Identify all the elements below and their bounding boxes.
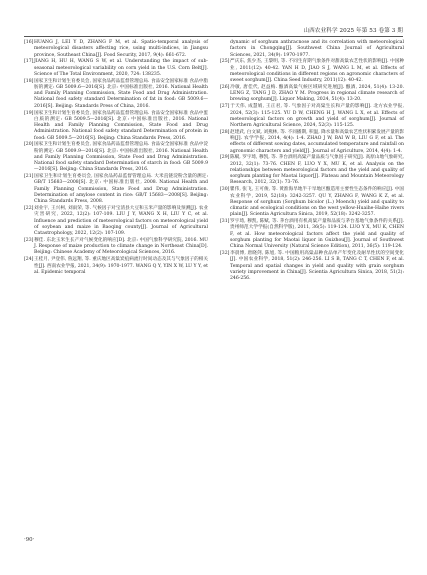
reference-text: 李晨博, 唐晓剑, 陈旭, 等. 中国粮用高粱品种食品单产年变化及耐旱性状的空间变化[J]. 中国农业科学, 2018, 51(2): 246-256. LI S B, TANG C T, CHEN F, et al. Temporal and spatial changes in yield and quality with grain sorghum variety improvement in China[J]. Scientia Agricultura Sinica, 2018, 51(2): 246-256. [230, 251, 404, 281]
reference-item [220, 251, 404, 282]
reference-number: [16] [24, 40, 34, 45]
reference-text: 国家卫生和计划生育委员会, 国家食品药品监督管理总局. 食品安全国家标准 食品中脂肪的测定: GB 5009.6—2016[S]. 北京: 中国标准出版社, 2016. National Health and Family Planning Commission, State Food and Drug Administration. National food safety standard Determination of fat in food: GB 5009.6—2016[S]. Beijing: Standards Press of China, 2016. [34, 78, 208, 109]
reference-item [24, 174, 208, 205]
reference-item [220, 85, 404, 104]
reference-item [220, 40, 404, 59]
journal-header-text: 山西农业科学 2025 年第 53 卷第 3 期 [303, 28, 403, 34]
reference-item [24, 59, 208, 78]
references-right-column [220, 40, 404, 283]
reference-item [220, 187, 404, 218]
reference-text: 国家卫生和计划生育委员会, 国家食品药品监督管理总局. 食品安全国家标准 食品中淀粉的测定: GB 5009.9—2016[S]. 北京: 中国标准出版社, 2016. National Health and Family Planning Commission, State Food and Drug Administration. National food safety standard Determination of starch in food: GB 5009.9—2016[S]. Beijing: China Standards Press, 2016. [34, 142, 208, 173]
reference-item [24, 111, 208, 142]
reference-number: [26] [220, 84, 230, 90]
reference-text: dynamic of sorghum anthracnose and its correlation with meteorological factors in Chongqing[J]. Southwest China Journal of Agricultural Sciences, 2021, 34(9): 1970-1977. [230, 40, 404, 58]
reference-text: 赵建武, 白文斌, 刘燕林, 等. 不同播期, 积温, 降水量和高粱农艺性状积累发展产量的影响[J]. 农学学报, 2014, 4(4): 1-4. ZHAO J W, BAI W B, LIU G F, et al. The effects of different sowing dates, accumulated temperature and rainfall on agronomic characters and yield[J]. Journal of Agriculture, 2014, 4(4): 1-4. [230, 129, 404, 154]
reference-number: [31] [220, 219, 230, 225]
journal-header [24, 26, 403, 37]
reference-text: 刘业宇, 王兴柯, 刘雨荣, 等. 气候因子对宝清县大豆和玉米产量的影响及预测[J]. 农业灾害研究, 2022, 12(2): 107-109. LIU J Y, WANG X H, LIU Y C, et al. Influence and prediction of meteorological factors on meteorological yield of soybean and maize in Baoqing county[J]. Journal of Agricultural Catastrophology, 2022, 12(2): 107-109. [34, 206, 208, 237]
reference-item [220, 219, 404, 250]
reference-text: HUANG J, LEI Y D, ZHANG F M, et al. Spatio-temporal analysis of meteorological disasters affecting rice, using multi-indices, in Jiangsu province, Southeast China[J]. Food Security, 2017, 9(4): 661-672. [34, 40, 208, 58]
reference-text: 严庆东, 焦少杰, 王黎明, 等. 不同生育期气象条件对甜高粱农艺性状的影响[J]. 中国种业, 2011(12): 40-42. YAN H D, JIAO S J, WANG L M, et al. Effects of meteorological conditions in different regions on agronomic characters of sweet sorghum[J]. China Seed Industry, 2011(12): 40-42. [230, 59, 404, 84]
reference-text: JIANG H, HU H, WANG S W, et al. Understanding the impact of sub-seasonal meteorological variability on corn yield in the U.S. Corn Belt[J]. Science of The Total Environment, 2020, 724: 138235. [34, 59, 208, 77]
reference-number: [30] [220, 187, 230, 193]
reference-text: 罗宇琦, 穆凯, 陈赋, 等. 茅台酒用有机高粱产量和品质与茅台基地气象条件的关系[J]. 贵州师范大学学报(自然科学版), 2011, 36(5): 119-124. LUO Y X, MU K, CHEN F, et al. How meteorological factors affect the yield and quality of sorghum planting for Maotai liquor in Guizhou[J]. Journal of Southwest China Normal University (Natural Science Edition), 2011, 36(5): 119-124. [230, 219, 404, 250]
reference-number: [17] [24, 59, 34, 65]
reference-number: [21] [24, 174, 34, 180]
reference-item [24, 142, 208, 173]
reference-number: [27] [220, 104, 230, 110]
reference-number: [28] [220, 129, 230, 135]
reference-text: 冷敏, 唐佳代, 赵益梅. 酿酒高粱气候区域研究进展[J]. 酿酒, 2024, 51(4): 13-20. LENG Z, TANG J D, ZHAO Y M. Progress in regional climate research of brewing sorghum[J]. Liquor Making, 2024, 51(4): 13-20. [230, 84, 404, 103]
reference-item [220, 59, 404, 84]
reference-number: [29] [220, 155, 230, 161]
reference-item [24, 79, 208, 110]
reference-item [24, 206, 208, 237]
reference-number: [32] [220, 251, 230, 256]
reference-number: [19] [24, 110, 34, 116]
reference-text: 于天伟, 成慧娟, 王正君, 等. 气象因子对高粱生长和产量的影响[J]. 北方农业学报, 2024, 52(3): 115-125. YU D W, CHENG H J, WANG L X, et al. Effects of meteorological factors on growth and yield of sorghum[J]. Journal of Northern Agricultural Science, 2024, 52(3): 115-125. [230, 104, 404, 129]
reference-item [220, 155, 404, 186]
reference-text: 陈赋, 罗宇琦, 穆凯, 等. 茅台酒用高粱产量品质与气象因子研究[J]. 高原山地气象研究, 2012, 32(1): 73-76. CHEN F, LUO Y X, MU K, et al. Analysis on the relationships between meteorological factors and the yield and quality of sorghum planting for Maotai liquor[J]. Plateau and Mountain Meteorology Research, 2012, 32(1): 73-76. [230, 155, 404, 186]
reference-text: 瞿伟, 张飞, 王可俊, 等. 黄淮海旱地半干旱地区酿造用主要性生态条件的响应[J]. 中国农业科学, 2019, 52(18): 3242-3257. QU Y, ZHANG F, WANG K Z, et al. Response of sorghum (Sorghum bicolor (L.) Moench) yield and quality to climatic and ecological conditions on the west yellow-Huaihe-Haihe rivers plain[J]. Scientia Agricultura Sinica, 2019, 52(18): 3242-3257. [230, 187, 404, 218]
reference-item [220, 130, 404, 155]
reference-item [24, 257, 208, 276]
reference-number: [20] [24, 142, 34, 148]
reference-text: 王桂月, 尹登伟, 鲁远翔, 等. 重庆地区高粱炭疽病流行时间动态及其与气象因子的相关性[J]. 西南农业学报, 2021, 34(9): 1970-1977. WANG Q Y, YIN X W, LU Y Y, et al. Epidemic temporal [34, 257, 208, 275]
reference-number: [24] [24, 257, 34, 263]
reference-number: [18] [24, 78, 34, 84]
reference-text: 国家卫生和计划生育委员会, 国家食品药品监督管理总局. 大米直链淀粉含量的测定: GB/T 15683—2008[S]. 北京: 中国标准出版社, 2008. National Health and Family Planning Commission, State Food and Drug Administration. Determination of amylose content in rice: GB/T 15683—2008[S]. Beijing: China Standards Press, 2008. [34, 174, 208, 205]
reference-number: [22] [24, 206, 34, 212]
reference-text: 穆佳. 东北玉米生长产对气候变化的响应[D]. 北京: 中国气象科学研究院, 2016. MU J. Response of maize production to climate change in Northeast China[D]. Beijing: Chinese Academy of Meteorological Sciences, 2016. [34, 237, 208, 256]
reference-text: 国家卫生和计划生育委员会, 国家食品药品监督管理总局. 食品安全国家标准 食品中蛋白质的测定: GB 5009.5—2016[S]. 北京: 中国标准出版社, 2016. National Health and Family Planning Commission, State Food and Drug Administration. National food safety standard Determination of protein in food: GB 5009.5—2016[S]. Beijing: China Standards Press, 2016. [34, 110, 208, 141]
references-left-column [24, 40, 208, 277]
reference-number: [25] [220, 59, 230, 65]
reference-number: [23] [24, 237, 34, 243]
reference-item [24, 40, 208, 59]
page-number: ·90· [24, 537, 35, 543]
reference-item [220, 104, 404, 129]
reference-item [24, 238, 208, 257]
